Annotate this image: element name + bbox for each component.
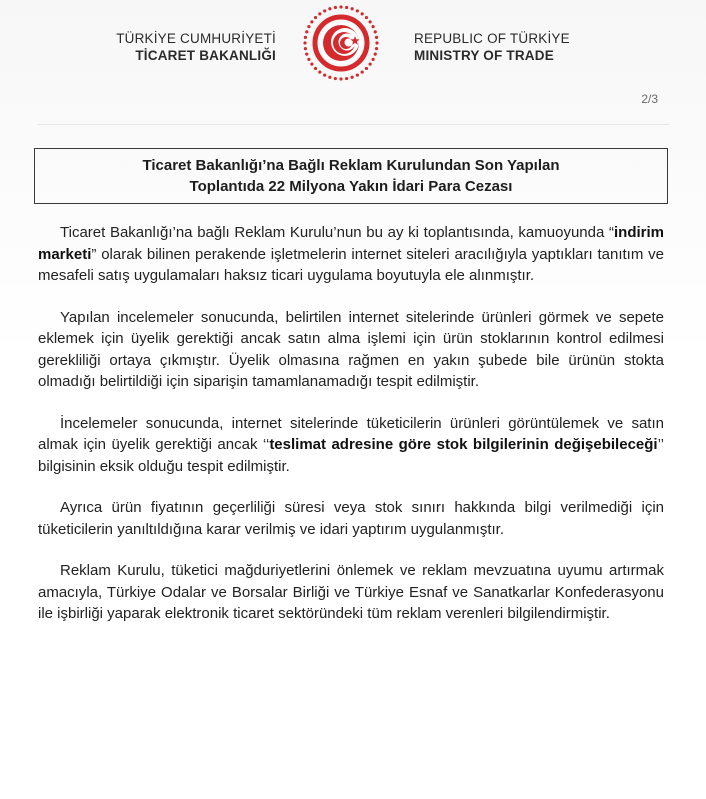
paragraph-2-text: Yapılan incelemeler sonucunda, belirtilen internet sitelerinde ürünleri görmek ve sepete eklemek için üyelik gerektiği ancak satın alma işlemi için ürün stoklarının kontrol edilmesi gerekliliği ortaya çıkmıştır. Üyelik olmasına rağmen en yakın şubede bile ürünün stokta olmadığı belirtildiği için siparişin tamamlanamadığı tespit edilmiştir.	[38, 308, 664, 390]
press-release-title	[34, 148, 668, 204]
paragraph-3-text-a: İncelemeler sonucunda, internet sitelerinde tüketicilerin ürünleri görüntülemek ve satın almak için üyelik gerektiği ancak ‘‘	[38, 414, 664, 453]
paragraph-5	[38, 560, 664, 625]
paragraph-5-text: Reklam Kurulu, tüketici mağduriyetlerini önlemek ve reklam mevzuatına uyumu artırmak amacıyla, Türkiye Odalar ve Borsalar Birliği ve Türkiye Esnaf ve Sanatkarlar Konfederasyonu ile işbirliği yaparak elektronik ticaret sektöründeki tüm reklam verenleri bilgilendirmiştir.	[38, 562, 664, 622]
ministry-name-tr: TİCARET BAKANLIĞI	[135, 48, 276, 63]
paragraph-3-text-c: ’’ bilgisinin eksik olduğu tespit edilmiştir.	[38, 436, 664, 475]
paragraph-1-text-a: Ticaret Bakanlığı’na bağlı Reklam Kurulu’nun bu ay ki toplantısında, kamuoyunda “	[60, 224, 614, 241]
paragraph-1-text-c: ” olarak bilinen perakende işletmelerin internet siteleri aracılığıyla yaptıkları tanıtım ve mesafeli satış uygulamaları haksız ticari uygulama boyutuyla ele alınmıştır.	[38, 245, 664, 284]
paragraph-1-emphasis: indirim marketi	[38, 224, 664, 263]
title-line-2: Toplantıda 22 Milyona Yakın İdari Para Cezası	[189, 178, 513, 195]
crescent-star-emblem-icon	[300, 2, 382, 84]
paragraph-4	[38, 497, 664, 540]
country-name-en: REPUBLIC OF TÜRKİYE	[414, 31, 570, 46]
letterhead-turkish	[116, 30, 276, 64]
title-line-1: Ticaret Bakanlığı’na Bağlı Reklam Kurulundan Son Yapılan	[142, 157, 560, 174]
header-divider	[38, 124, 670, 125]
paragraph-2	[38, 307, 664, 393]
ministry-name-en: MINISTRY OF TRADE	[414, 48, 554, 63]
letterhead	[0, 0, 706, 90]
document-body	[38, 222, 664, 645]
letterhead-english	[414, 30, 570, 64]
country-name-tr: TÜRKİYE CUMHURİYETİ	[116, 31, 276, 46]
page-number: 2/3	[641, 92, 658, 106]
paragraph-3	[38, 413, 664, 478]
paragraph-4-text: Ayrıca ürün fiyatının geçerliliği süresi veya stok sınırı hakkında bilgi verilmediği için tüketicilerin yanıltıldığına karar verilmiş ve idari yaptırım uygulanmıştır.	[38, 499, 664, 538]
paragraph-3-emphasis: teslimat adresine göre stok bilgilerinin değişebileceği	[269, 436, 658, 453]
paragraph-1	[38, 222, 664, 287]
